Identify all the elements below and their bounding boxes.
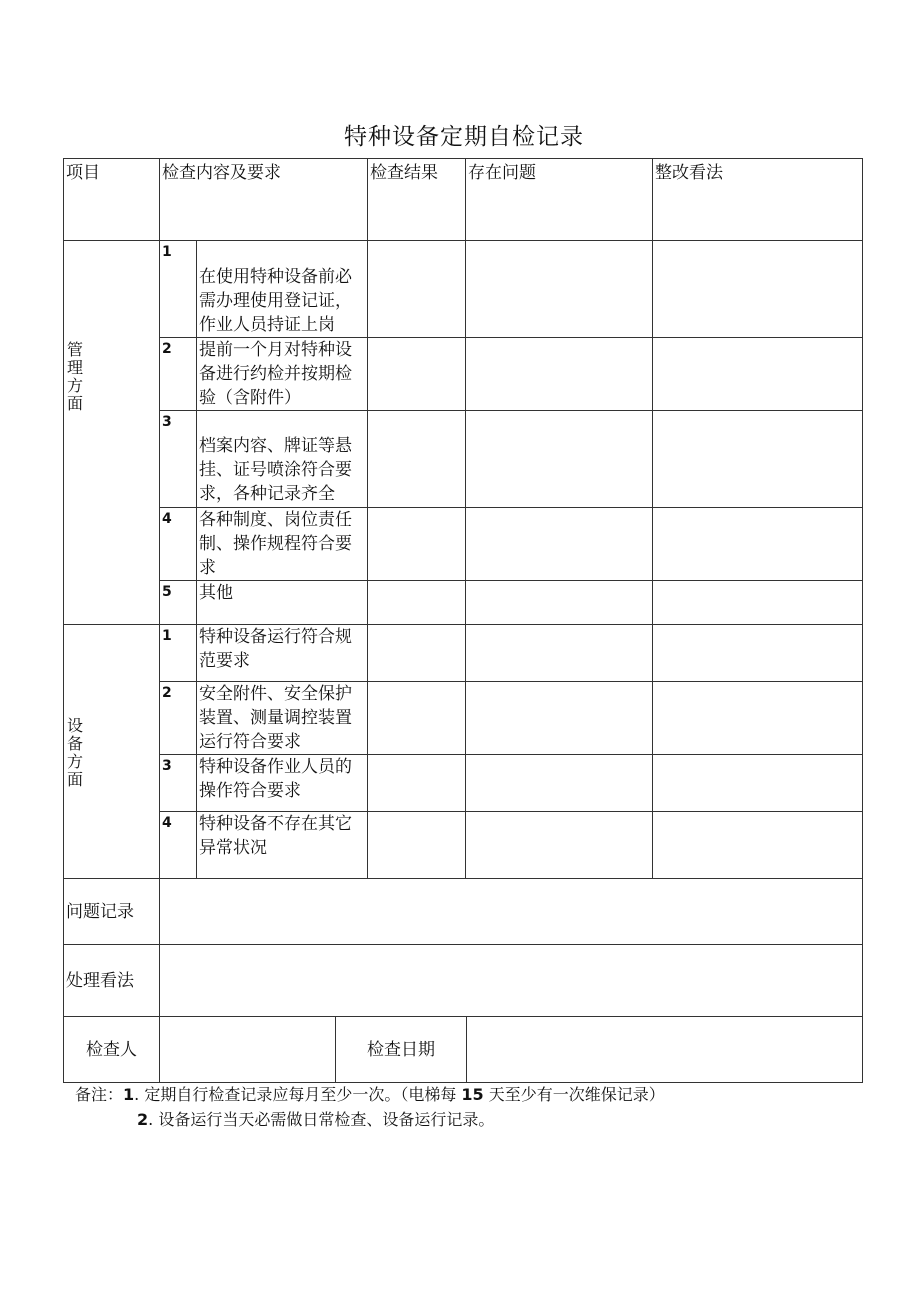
problem-record-text: 问题记录 <box>66 901 134 922</box>
rectify-cell[interactable] <box>652 580 863 625</box>
row-content: 在使用特种设备前必需办理使用登记证，作业人员持证上岗 <box>196 240 368 338</box>
problem-cell[interactable] <box>465 337 653 411</box>
section-name: 管理方面 <box>66 340 83 413</box>
inspector-label <box>63 1016 160 1083</box>
note-text-1a: . 定期自行检查记录应每月至少一次。（电梯每 <box>134 1085 462 1104</box>
row-content: 特种设备作业人员的操作符合要求 <box>196 754 368 812</box>
inspector-text: 检查人 <box>86 1039 137 1060</box>
section-label-management <box>63 240 160 625</box>
handling-opinion-field[interactable] <box>159 944 863 1017</box>
row-number: 1 <box>159 240 197 338</box>
section-label-equipment <box>63 624 160 879</box>
row-content: 特种设备运行符合规范要求 <box>196 624 368 682</box>
row-number: 5 <box>159 580 197 625</box>
result-cell[interactable] <box>367 337 466 411</box>
result-cell[interactable] <box>367 811 466 879</box>
problem-cell[interactable] <box>465 507 653 581</box>
row-number: 3 <box>159 754 197 812</box>
problem-cell[interactable] <box>465 811 653 879</box>
result-cell[interactable] <box>367 754 466 812</box>
row-number: 1 <box>159 624 197 682</box>
problem-cell[interactable] <box>465 240 653 338</box>
handling-opinion-label <box>63 944 160 1017</box>
header-content: 检查内容及要求 <box>159 158 368 241</box>
row-content: 特种设备不存在其它异常状况 <box>196 811 368 879</box>
row-number: 4 <box>159 811 197 879</box>
result-cell[interactable] <box>367 410 466 508</box>
problem-cell[interactable] <box>465 754 653 812</box>
rectify-cell[interactable] <box>652 337 863 411</box>
note-text-1b: 天至少有一次维保记录） <box>483 1085 665 1104</box>
row-content: 安全附件、安全保护装置、测量调控装置运行符合要求 <box>196 681 368 755</box>
problem-cell[interactable] <box>465 410 653 508</box>
row-content: 其他 <box>196 580 368 625</box>
rectify-cell[interactable] <box>652 681 863 755</box>
rectify-cell[interactable] <box>652 240 863 338</box>
row-number: 2 <box>159 337 197 411</box>
row-number: 4 <box>159 507 197 581</box>
note-line-1 <box>75 1084 665 1106</box>
result-cell[interactable] <box>367 507 466 581</box>
note-line-2 <box>137 1109 494 1131</box>
problem-record-label <box>63 878 160 945</box>
row-content: 提前一个月对特种设备进行约检并按期检验（含附件） <box>196 337 368 411</box>
rectify-cell[interactable] <box>652 507 863 581</box>
result-cell[interactable] <box>367 240 466 338</box>
document-title: 特种设备定期自检记录 <box>344 124 584 150</box>
inspection-date-label <box>335 1016 467 1083</box>
header-result: 检查结果 <box>367 158 466 241</box>
section-name: 设备方面 <box>66 716 83 789</box>
row-content: 档案内容、牌证等悬挂、证号喷涂符合要求，各种记录齐全 <box>196 410 368 508</box>
header-problem: 存在问题 <box>465 158 653 241</box>
result-cell[interactable] <box>367 624 466 682</box>
note-number-2: 2 <box>137 1110 149 1129</box>
problem-cell[interactable] <box>465 580 653 625</box>
inspection-date-field[interactable] <box>466 1016 863 1083</box>
inspection-date-text: 检查日期 <box>367 1039 435 1060</box>
note-days-number: 15 <box>461 1085 484 1104</box>
rectify-cell[interactable] <box>652 754 863 812</box>
problem-record-field[interactable] <box>159 878 863 945</box>
note-text-2: . 设备运行当天必需做日常检查、设备运行记录。 <box>148 1110 495 1129</box>
row-number: 2 <box>159 681 197 755</box>
header-item: 项目 <box>63 158 160 241</box>
note-number-1: 1 <box>123 1085 135 1104</box>
rectify-cell[interactable] <box>652 624 863 682</box>
inspector-field[interactable] <box>159 1016 336 1083</box>
rectify-cell[interactable] <box>652 410 863 508</box>
rectify-cell[interactable] <box>652 811 863 879</box>
result-cell[interactable] <box>367 580 466 625</box>
row-number: 3 <box>159 410 197 508</box>
result-cell[interactable] <box>367 681 466 755</box>
problem-cell[interactable] <box>465 624 653 682</box>
handling-opinion-text: 处理看法 <box>66 970 134 991</box>
header-rectify: 整改看法 <box>652 158 863 241</box>
problem-cell[interactable] <box>465 681 653 755</box>
note-label: 备注： <box>75 1085 124 1104</box>
row-content: 各种制度、岗位责任制、操作规程符合要求 <box>196 507 368 581</box>
